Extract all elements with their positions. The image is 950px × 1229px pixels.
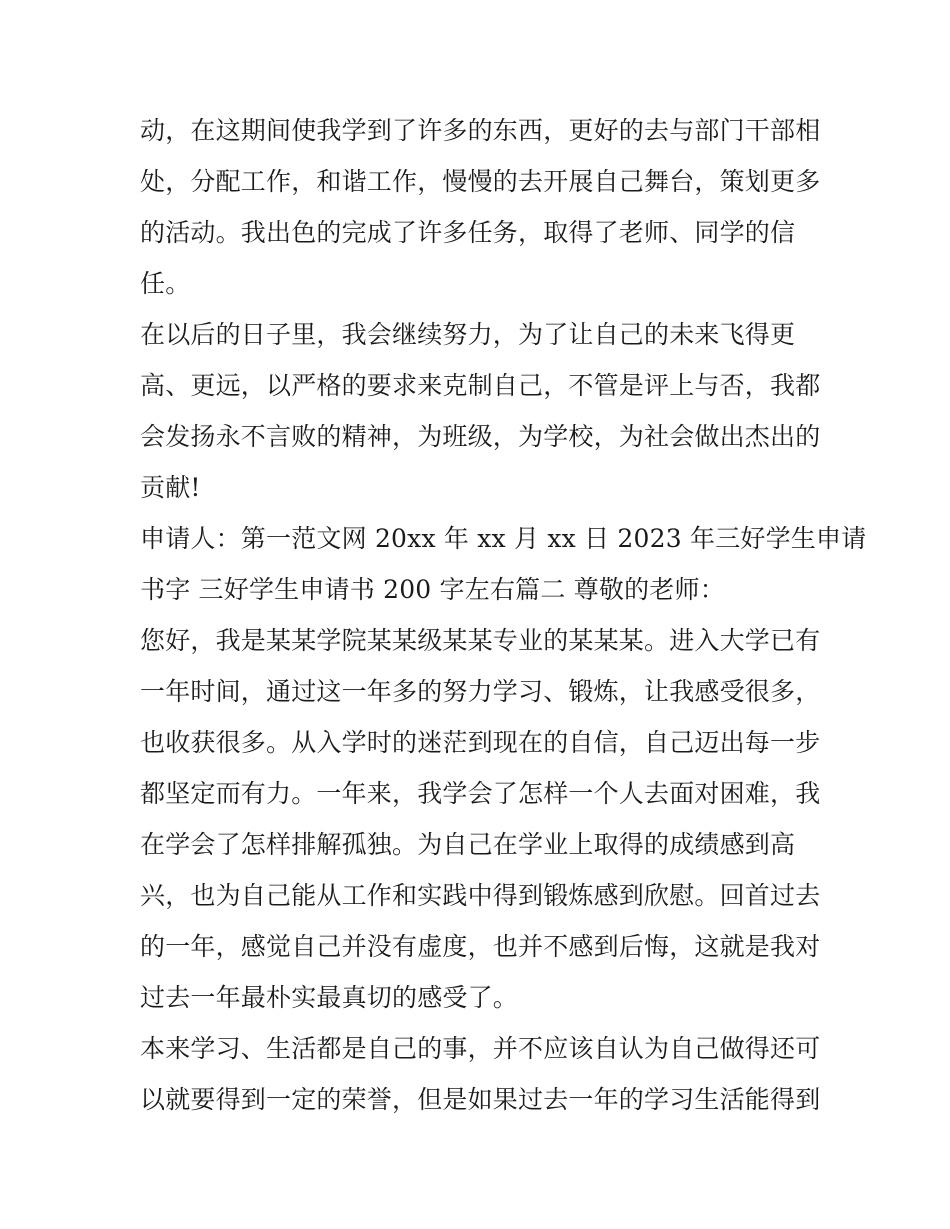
text-line: 在以后的日子里，我会继续努力，为了让自己的未来飞得更 xyxy=(140,320,796,349)
text-line: 高、更远，以严格的要求来克制自己，不管是评上与否，我都 xyxy=(140,371,821,400)
document-body xyxy=(140,105,867,1125)
text-line: 本来学习、生活都是自己的事，并不应该自认为自己做得还可 xyxy=(140,1034,821,1063)
text-line: 兴，也为自己能从工作和实践中得到锻炼感到欣慰。回首过去 xyxy=(140,881,821,910)
text-line: 也收获很多。从入学时的迷茫到现在的自信，自己迈出每一步 xyxy=(140,728,821,757)
text-line: 的活动。我出色的完成了许多任务，取得了老师、同学的信 xyxy=(140,218,796,247)
text-line: 以就要得到一定的荣誉，但是如果过去一年的学习生活能得到 xyxy=(140,1085,821,1114)
text-line: 一年时间，通过这一年多的努力学习、锻炼，让我感受很多， xyxy=(140,677,821,706)
text-line: 申请人：第一范文网 20xx 年 xx 月 xx 日 2023 年三好学生申请 xyxy=(140,524,867,553)
paragraph-4 xyxy=(140,615,820,1023)
text-line: 动，在这期间使我学到了许多的东西，更好的去与部门干部相 xyxy=(140,116,821,145)
text-line: 贡献! xyxy=(140,473,201,502)
paragraph-1 xyxy=(140,105,820,309)
text-line: 在学会了怎样排解孤独。为自己在学业上取得的成绩感到高 xyxy=(140,830,796,859)
text-line: 的一年，感觉自己并没有虚度，也并不感到后悔，这就是我对 xyxy=(140,932,821,961)
text-line: 都坚定而有力。一年来，我学会了怎样一个人去面对困难，我 xyxy=(140,779,821,808)
text-line: 会发扬永不言败的精神，为班级，为学校，为社会做出杰出的 xyxy=(140,422,821,451)
text-line: 书字 三好学生申请书 200 字左右篇二 尊敬的老师： xyxy=(140,575,725,604)
paragraph-2 xyxy=(140,309,820,513)
paragraph-3 xyxy=(140,513,867,615)
text-line: 处，分配工作，和谐工作，慢慢的去开展自己舞台，策划更多 xyxy=(140,167,821,196)
paragraph-5 xyxy=(140,1023,820,1125)
text-line: 任。 xyxy=(140,269,191,298)
text-line: 您好，我是某某学院某某级某某专业的某某某。进入大学已有 xyxy=(140,626,821,655)
text-line: 过去一年最朴实最真切的感受了。 xyxy=(140,983,519,1012)
